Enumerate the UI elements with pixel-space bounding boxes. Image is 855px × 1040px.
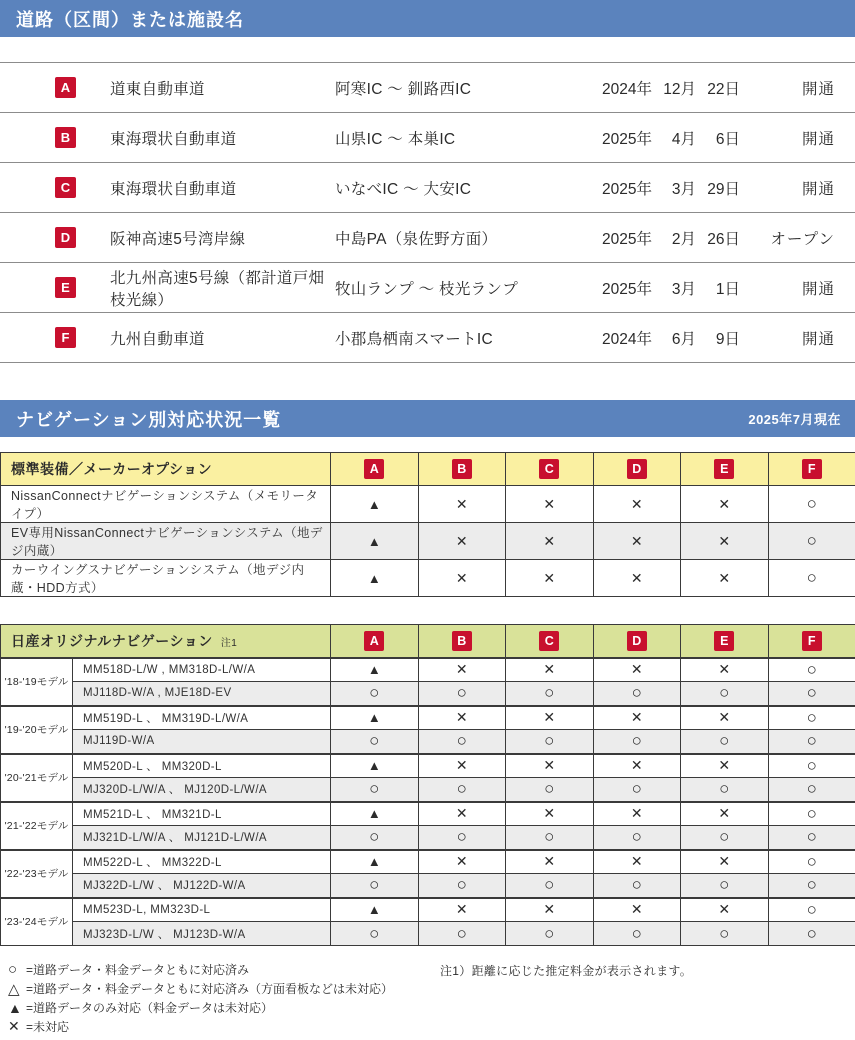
compatibility-mark: ○ [768, 850, 855, 874]
compatibility-mark: ▲ [331, 523, 419, 560]
column-badge-A [331, 453, 419, 486]
route-badge-E: E [55, 277, 76, 298]
column-badge-D [593, 625, 681, 658]
road-name: 北九州高速5号線（都計道戸畑枝光線） [110, 269, 325, 309]
original-table-row [1, 682, 855, 706]
compatibility-mark: ✕ [681, 658, 769, 682]
date-day: 22日 [707, 80, 740, 98]
compatibility-mark: ○ [418, 922, 506, 946]
compatibility-mark: ○ [768, 658, 855, 682]
compatibility-mark: ○ [681, 682, 769, 706]
date-day: 29日 [707, 180, 740, 198]
roads-section-title: 道路（区間）または施設名 [16, 9, 244, 30]
date-day: 1日 [715, 280, 740, 298]
date-year: 2025年 [602, 280, 652, 298]
original-table-row [1, 826, 855, 850]
compatibility-mark: ○ [593, 730, 681, 754]
compatibility-mark: ○ [506, 826, 594, 850]
date-month: 6月 [671, 330, 696, 348]
compatibility-mark: ○ [593, 826, 681, 850]
route-badge-B: B [55, 127, 76, 148]
compatibility-mark: ○ [331, 682, 419, 706]
footnote: 注1）距離に応じた推定料金が表示されます。 [440, 964, 693, 978]
date-day: 26日 [707, 230, 740, 248]
route-badge-C: C [539, 459, 559, 479]
model-year-label: '23-'24モデル [1, 898, 73, 946]
column-badge-E [681, 625, 769, 658]
legend-symbol: ▲ [8, 999, 22, 1016]
compatibility-mark: ✕ [593, 850, 681, 874]
compatibility-mark: ✕ [506, 754, 594, 778]
nav-model-name: MM522D-L 、 MM322D-L [73, 850, 331, 874]
route-badge-F: F [55, 327, 76, 348]
road-row [0, 113, 855, 163]
route-badge-B: B [452, 631, 472, 651]
legend-item [8, 960, 855, 979]
route-badge-F: F [802, 459, 822, 479]
legend-symbol: ✕ [8, 1018, 20, 1034]
legend-symbol: ○ [8, 961, 18, 978]
date-month: 2月 [671, 230, 696, 248]
compatibility-mark: ✕ [681, 754, 769, 778]
compatibility-mark: ○ [768, 754, 855, 778]
compatibility-mark: ○ [681, 922, 769, 946]
compatibility-mark: ✕ [593, 706, 681, 730]
compatibility-mark: ○ [506, 874, 594, 898]
date-day: 6日 [715, 130, 740, 148]
nav-section-title: ナビゲーション別対応状況一覧 [16, 409, 282, 430]
compatibility-mark: ✕ [681, 898, 769, 922]
model-year-label: '21-'22モデル [1, 802, 73, 850]
original-table-row [1, 778, 855, 802]
route-badge-D: D [627, 631, 647, 651]
compatibility-mark: ✕ [506, 486, 594, 523]
road-row [0, 163, 855, 213]
date-month: 3月 [671, 180, 696, 198]
nav-model-name: MJ322D-L/W 、 MJ122D-W/A [73, 874, 331, 898]
compatibility-mark: ○ [768, 922, 855, 946]
date-year: 2025年 [602, 130, 652, 148]
legend-item [8, 979, 855, 998]
compatibility-mark: ✕ [681, 523, 769, 560]
road-section: 牧山ランプ ～ 枝光ランプ [335, 280, 519, 298]
nav-system-name: EV専用NissanConnectナビゲーションシステム（地デジ内蔵） [1, 523, 331, 560]
compatibility-mark: ○ [768, 778, 855, 802]
road-section: 阿寒IC ～ 釧路西IC [335, 80, 472, 98]
compatibility-mark: ○ [681, 874, 769, 898]
legend-item [8, 998, 855, 1017]
date-year: 2024年 [602, 80, 652, 98]
nissan-original-table [0, 624, 855, 946]
date-year: 2025年 [602, 180, 652, 198]
road-row [0, 263, 855, 313]
compatibility-mark: ✕ [593, 658, 681, 682]
compatibility-mark: ✕ [681, 802, 769, 826]
compatibility-mark: ○ [768, 874, 855, 898]
compatibility-mark: ✕ [681, 706, 769, 730]
original-table-header-label: 日産オリジナルナビゲーション [11, 632, 213, 649]
compatibility-mark: ✕ [418, 754, 506, 778]
column-badge-B [418, 625, 506, 658]
compatibility-mark: ✕ [418, 486, 506, 523]
compatibility-mark: ✕ [418, 560, 506, 597]
road-status: 開通 [801, 180, 835, 198]
compatibility-mark: ✕ [418, 706, 506, 730]
model-year-label: '22-'23モデル [1, 850, 73, 898]
legend-text: =道路データ・料金データともに対応済み [26, 963, 250, 977]
compatibility-mark: ○ [768, 560, 855, 597]
compatibility-mark: ○ [331, 730, 419, 754]
route-badge-D: D [55, 227, 76, 248]
compatibility-mark: ▲ [331, 706, 419, 730]
compatibility-mark: ○ [331, 922, 419, 946]
route-badge-F: F [802, 631, 822, 651]
original-table-row [1, 802, 855, 826]
compatibility-mark: ✕ [681, 850, 769, 874]
compatibility-mark: ✕ [593, 560, 681, 597]
compatibility-mark: ○ [681, 730, 769, 754]
road-row [0, 313, 855, 363]
road-row [0, 63, 855, 113]
nav-model-name: MJ323D-L/W 、 MJ123D-W/A [73, 922, 331, 946]
compatibility-mark: ○ [768, 802, 855, 826]
nav-model-name: MM523D-L, MM323D-L [73, 898, 331, 922]
route-badge-C: C [55, 177, 76, 198]
compatibility-mark: ○ [331, 874, 419, 898]
road-status: 開通 [801, 330, 835, 348]
road-status: 開通 [801, 280, 835, 298]
date-year: 2024年 [602, 330, 652, 348]
model-year-label: '20-'21モデル [1, 754, 73, 802]
compatibility-mark: ✕ [593, 802, 681, 826]
compatibility-mark: ○ [593, 682, 681, 706]
compatibility-mark: ▲ [331, 658, 419, 682]
route-badge-B: B [452, 459, 472, 479]
legend [8, 960, 855, 1036]
original-table-header-row [1, 625, 855, 658]
roads-section-banner [0, 0, 855, 37]
compatibility-mark: ▲ [331, 898, 419, 922]
compatibility-mark: ○ [331, 826, 419, 850]
compatibility-mark: ○ [768, 898, 855, 922]
column-badge-C [506, 625, 594, 658]
road-status: オープン [770, 230, 835, 248]
compatibility-mark: ○ [418, 874, 506, 898]
compatibility-mark: ✕ [506, 706, 594, 730]
factory-table-row [1, 560, 855, 597]
road-name: 九州自動車道 [110, 330, 205, 348]
date-month: 4月 [671, 130, 696, 148]
compatibility-mark: ○ [331, 778, 419, 802]
route-badge-A: A [364, 459, 384, 479]
roads-table [0, 62, 855, 363]
compatibility-mark: ✕ [593, 898, 681, 922]
road-status: 開通 [801, 80, 835, 98]
column-badge-C [506, 453, 594, 486]
nav-model-name: MM520D-L 、 MM320D-L [73, 754, 331, 778]
compatibility-mark: ✕ [506, 560, 594, 597]
compatibility-mark: ○ [593, 874, 681, 898]
original-table-row [1, 658, 855, 682]
compatibility-mark: ✕ [593, 486, 681, 523]
road-section: いなべIC ～ 大安IC [335, 180, 472, 198]
factory-option-table [0, 452, 855, 597]
compatibility-mark: ○ [593, 778, 681, 802]
compatibility-mark: ○ [681, 826, 769, 850]
compatibility-mark: ✕ [506, 658, 594, 682]
compatibility-mark: ○ [506, 778, 594, 802]
legend-item [8, 1017, 855, 1036]
column-badge-A [331, 625, 419, 658]
date-month: 3月 [671, 280, 696, 298]
compatibility-mark: ○ [768, 730, 855, 754]
factory-table-header-row [1, 453, 855, 486]
factory-table-row [1, 486, 855, 523]
nav-system-name: NissanConnectナビゲーションシステム（メモリータイプ） [1, 486, 331, 523]
original-table-row [1, 754, 855, 778]
nav-model-name: MJ320D-L/W/A 、 MJ120D-L/W/A [73, 778, 331, 802]
compatibility-mark: ○ [768, 706, 855, 730]
compatibility-mark: ○ [768, 826, 855, 850]
nav-model-name: MM518D-L/W , MM318D-L/W/A [73, 658, 331, 682]
legend-text: =未対応 [26, 1020, 70, 1034]
compatibility-mark: ○ [418, 730, 506, 754]
route-badge-D: D [627, 459, 647, 479]
legend-symbol: △ [8, 980, 20, 998]
nav-model-name: MM519D-L 、 MM319D-L/W/A [73, 706, 331, 730]
compatibility-mark: ○ [418, 826, 506, 850]
factory-table-row [1, 523, 855, 560]
compatibility-mark: ✕ [506, 802, 594, 826]
compatibility-mark: ✕ [593, 523, 681, 560]
route-badge-A: A [55, 77, 76, 98]
original-table-row [1, 898, 855, 922]
compatibility-mark: ○ [418, 778, 506, 802]
road-name: 道東自動車道 [110, 80, 205, 98]
route-badge-C: C [539, 631, 559, 651]
compatibility-mark: ▲ [331, 754, 419, 778]
route-badge-E: E [714, 631, 734, 651]
compatibility-mark: ✕ [681, 560, 769, 597]
road-open-date [597, 127, 747, 149]
road-open-date [597, 277, 747, 299]
original-table-header [1, 625, 331, 658]
road-row [0, 213, 855, 263]
column-badge-B [418, 453, 506, 486]
compatibility-mark: ○ [681, 778, 769, 802]
nav-model-name: MJ321D-L/W/A 、 MJ121D-L/W/A [73, 826, 331, 850]
compatibility-mark: ▲ [331, 486, 419, 523]
legend-text: =道路データ・料金データともに対応済み（方面看板などは未対応） [26, 982, 394, 996]
compatibility-mark: ✕ [418, 850, 506, 874]
column-badge-D [593, 453, 681, 486]
road-open-date [597, 77, 747, 99]
route-badge-E: E [714, 459, 734, 479]
compatibility-mark: ○ [506, 682, 594, 706]
road-section: 小郡鳥栖南スマートIC [335, 330, 493, 348]
factory-table-header: 標準装備／メーカーオプション [1, 453, 331, 486]
original-table-row [1, 730, 855, 754]
model-year-label: '18-'19モデル [1, 658, 73, 706]
road-name: 東海環状自動車道 [110, 180, 237, 198]
road-section: 山県IC ～ 本巣IC [335, 130, 456, 148]
column-badge-F [768, 625, 855, 658]
road-name: 阪神高速5号湾岸線 [110, 230, 246, 248]
compatibility-mark: ○ [506, 730, 594, 754]
original-table-row [1, 706, 855, 730]
road-open-date [597, 227, 747, 249]
date-day: 9日 [715, 330, 740, 348]
compatibility-mark: ✕ [506, 898, 594, 922]
compatibility-mark: ▲ [331, 850, 419, 874]
road-open-date [597, 327, 747, 349]
nav-model-name: MJ118D-W/A , MJE18D-EV [73, 682, 331, 706]
compatibility-mark: ✕ [506, 850, 594, 874]
nav-model-name: MM521D-L 、 MM321D-L [73, 802, 331, 826]
model-year-label: '19-'20モデル [1, 706, 73, 754]
column-badge-E [681, 453, 769, 486]
legend-text: =道路データのみ対応（料金データは未対応） [26, 1001, 274, 1015]
compatibility-mark: ✕ [418, 523, 506, 560]
compatibility-mark: ▲ [331, 560, 419, 597]
compatibility-mark: ✕ [681, 486, 769, 523]
column-badge-F [768, 453, 855, 486]
road-open-date [597, 177, 747, 199]
original-table-row [1, 874, 855, 898]
nav-system-name: カーウイングスナビゲーションシステム（地デジ内蔵・HDD方式） [1, 560, 331, 597]
original-table-row [1, 850, 855, 874]
nav-model-name: MJ119D-W/A [73, 730, 331, 754]
route-badge-A: A [364, 631, 384, 651]
compatibility-mark: ○ [418, 682, 506, 706]
compatibility-mark: ○ [768, 682, 855, 706]
original-table-row [1, 922, 855, 946]
road-name: 東海環状自動車道 [110, 130, 237, 148]
compatibility-mark: ○ [768, 523, 855, 560]
road-section: 中島PA（泉佐野方面） [335, 230, 498, 248]
compatibility-mark: ○ [768, 486, 855, 523]
date-month: 12月 [663, 80, 696, 98]
compatibility-mark: ✕ [506, 523, 594, 560]
compatibility-mark: ✕ [418, 802, 506, 826]
compatibility-mark: ✕ [418, 898, 506, 922]
nav-section-banner [0, 400, 855, 437]
compatibility-mark: ✕ [418, 658, 506, 682]
compatibility-mark: ○ [593, 922, 681, 946]
road-status: 開通 [801, 130, 835, 148]
compatibility-mark: ○ [506, 922, 594, 946]
compatibility-mark: ▲ [331, 802, 419, 826]
original-table-header-note: 注1 [220, 637, 238, 649]
date-year: 2025年 [602, 230, 652, 248]
compatibility-mark: ✕ [593, 754, 681, 778]
as-of-date: 2025年7月現在 [748, 412, 841, 427]
